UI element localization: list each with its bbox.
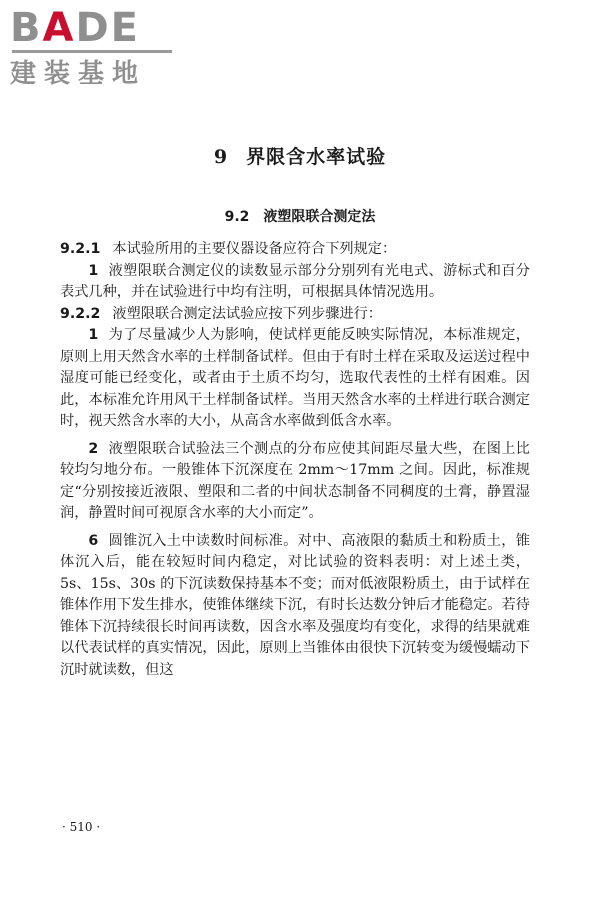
section-title-text: 液塑限联合测定法 [263,209,376,225]
clause-item [60,439,530,525]
clause-9-2-2 [60,304,530,326]
item-text: 为了尽量减少人为影响，使试样更能反映实际情况，本标准规定，原则上用天然含水率的土样制备试样。但由于有时土样在采取及运送过程中湿度可能已经变化，或者由于土质不均匀，选取代表性的土样有困难。因此，本标准允许用风干土样制备试样。当用天然含水率的土样进行联合测定时，视天然含水率的大小，从高含水率做到低含水率。 [60,327,530,429]
clause-number: 9.2.2 [60,305,101,322]
clause-item [60,261,530,304]
clause-9-2-1 [60,239,530,261]
chapter-number: 9 [213,146,229,168]
item-text: 液塑限联合试验法三个测点的分布应使其间距尽量大些，在图上比较均匀地分布。一般锥体下沉深度在 2mm～17mm 之间。因此，标准规定“分别按接近液限、塑限和二者的中间状态制备不同稠度的土膏，静置湿润，静置时间可视原含水率的大小而定”。 [60,440,530,521]
item-number: 6 [88,532,99,549]
clause-number: 9.2.1 [60,241,101,257]
section-number: 9.2 [224,209,250,225]
item-text: 圆锥沉入土中读数时间标准。对中、高液限的黏质土和粉质土，锥体沉入后，能在较短时间内稳定，对比试验的资料表明：对上述土类，5s、15s、30s 的下沉读数保持基本不变；而对低液限粉质土，由于试样在锥体作用下发生排水，使锥体继续下沉，有时长达数分钟后才能稳定。若待锥体下沉持续很长时间再读数，因含水率及强度均有变化，求得的结果就难以代表试样的真实情况，因此，原则上当锥体由很快下沉转变为缓慢蠕动下沉时就读数，但这 [60,532,530,678]
item-number: 2 [88,440,99,457]
document-body [60,239,530,681]
chapter-title [0,142,600,169]
item-number: 1 [88,262,99,279]
clause-item [60,325,530,433]
watermark-subtitle: 建装基地 [10,59,147,89]
watermark-logo [10,6,180,89]
section-title [0,206,600,226]
watermark-brand: BADE [10,5,140,51]
chapter-title-text: 界限含水率试验 [246,146,387,168]
page-number: · 510 · [62,820,101,834]
clause-text: 液塑限联合测定法试验应按下列步骤进行： [112,305,382,322]
clause-item [60,531,530,682]
clause-text: 本试验所用的主要仪器设备应符合下列规定： [112,241,397,257]
item-number: 1 [88,327,99,343]
item-text: 液塑限联合测定仪的读数显示部分分别列有光电式、游标式和百分表式几种，并在试验进行中均有注明，可根据具体情况选用。 [60,262,530,300]
